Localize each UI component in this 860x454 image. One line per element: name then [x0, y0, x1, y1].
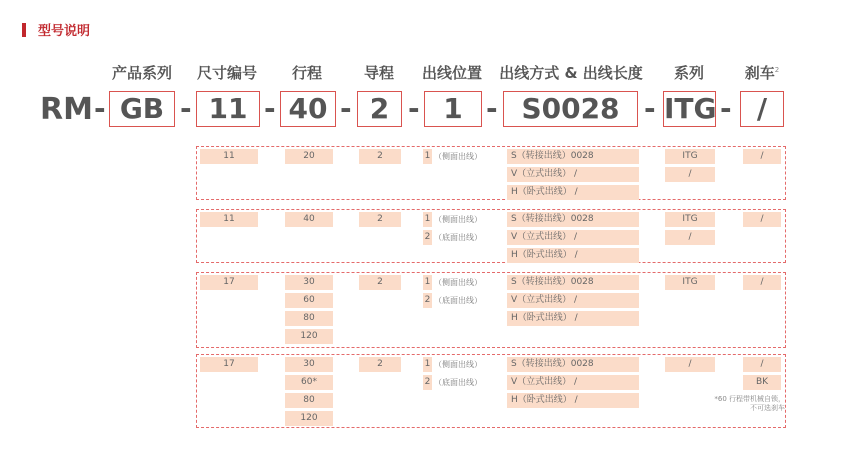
position-code: 1 — [423, 149, 432, 164]
stroke-option: 20 — [285, 149, 333, 164]
position-label: （底面出线） — [434, 378, 482, 387]
model-code-part-2: 40 — [280, 91, 336, 127]
model-code-part-0: GB — [109, 91, 175, 127]
size-option: 17 — [200, 275, 258, 290]
lead-option: 2 — [359, 212, 401, 227]
wiring-method-option: S（转接出线）0028 — [507, 357, 639, 372]
position-code: 2 — [423, 293, 432, 308]
column-header-2: 行程 — [291, 64, 322, 82]
stroke-option: 30 — [285, 275, 333, 290]
series-option: ITG — [665, 149, 715, 164]
lead-option: 2 — [359, 357, 401, 372]
position-label: （底面出线） — [434, 233, 482, 242]
wiring-method-option: V（立式出线） / — [507, 375, 639, 390]
position-code: 1 — [423, 212, 432, 227]
stroke-option: 80 — [285, 311, 333, 326]
brake-option: BK — [743, 375, 781, 390]
position-label: （底面出线） — [434, 296, 482, 305]
wiring-method-option: V（立式出线） / — [507, 230, 639, 245]
column-header-1: 尺寸编号 — [196, 64, 257, 82]
column-header-6: 系列 — [673, 64, 704, 82]
option-group — [196, 146, 786, 200]
column-header-3: 导程 — [363, 64, 394, 82]
model-code-part-7: / — [740, 91, 784, 127]
option-group — [196, 354, 786, 428]
series-option: ITG — [665, 275, 715, 290]
wiring-method-option: V（立式出线） / — [507, 293, 639, 308]
model-code-separator: - — [720, 92, 732, 125]
brake-option: / — [743, 275, 781, 290]
stroke-option: 30 — [285, 357, 333, 372]
position-label: （侧面出线） — [434, 215, 482, 224]
option-group — [196, 272, 786, 348]
wiring-method-option: S（转接出线）0028 — [507, 149, 639, 164]
position-code: 1 — [423, 275, 432, 290]
stroke-option: 40 — [285, 212, 333, 227]
column-header-0: 产品系列 — [111, 64, 172, 82]
model-code-separator: - — [340, 92, 352, 125]
model-code-prefix: RM — [40, 92, 93, 127]
model-code-separator: - — [180, 92, 192, 125]
position-label: （侧面出线） — [434, 152, 482, 161]
stroke-option: 60 — [285, 293, 333, 308]
size-option: 11 — [200, 149, 258, 164]
position-label: （侧面出线） — [434, 360, 482, 369]
model-code-separator: - — [408, 92, 420, 125]
wiring-method-option: H（卧式出线） / — [507, 185, 639, 200]
model-code-part-6: ITG — [664, 92, 717, 125]
series-option: / — [665, 230, 715, 245]
lead-option: 2 — [359, 275, 401, 290]
model-code-separator: - — [486, 92, 498, 125]
option-group — [196, 209, 786, 263]
brake-option: / — [743, 149, 781, 164]
stroke-option: 80 — [285, 393, 333, 408]
brake-footnote-mark: 2 — [774, 66, 780, 74]
lead-option: 2 — [359, 149, 401, 164]
wiring-method-option: H（卧式出线） / — [507, 248, 639, 263]
model-code-separator: - — [94, 92, 106, 125]
position-label: （侧面出线） — [434, 278, 482, 287]
position-code: 1 — [423, 357, 432, 372]
wiring-method-option: S（转接出线）0028 — [507, 275, 639, 290]
series-option: ITG — [665, 212, 715, 227]
series-option: / — [665, 357, 715, 372]
position-code: 2 — [423, 375, 432, 390]
column-header-7: 刹车$^2$ — [744, 64, 780, 82]
model-code-separator: - — [644, 92, 656, 125]
stroke-option: 120 — [285, 329, 333, 344]
brake-note: *60 行程带机械自锁， 不可选刹车 — [714, 395, 785, 412]
stroke-option: 120 — [285, 411, 333, 426]
column-header-4: 出线位置 — [421, 64, 482, 82]
model-code-separator: - — [264, 92, 276, 125]
size-option: 17 — [200, 357, 258, 372]
brake-option: / — [743, 357, 781, 372]
wiring-method-option: H（卧式出线） / — [507, 311, 639, 326]
series-option: / — [665, 167, 715, 182]
model-code-part-5: S0028 — [503, 91, 638, 127]
position-code: 2 — [423, 230, 432, 245]
model-code-part-4: 1 — [424, 91, 482, 127]
wiring-method-option: H（卧式出线） / — [507, 393, 639, 408]
model-code-part-1: 11 — [196, 91, 260, 127]
model-code-part-3: 2 — [357, 91, 402, 127]
brake-option: / — [743, 212, 781, 227]
wiring-method-option: V（立式出线） / — [507, 167, 639, 182]
section-title-marker — [22, 23, 26, 37]
stroke-option: 60* — [285, 375, 333, 390]
size-option: 11 — [200, 212, 258, 227]
wiring-method-option: S（转接出线）0028 — [507, 212, 639, 227]
column-header-5: 出线方式 & 出线长度 — [499, 64, 643, 82]
section-title: 型号说明 — [38, 24, 91, 39]
